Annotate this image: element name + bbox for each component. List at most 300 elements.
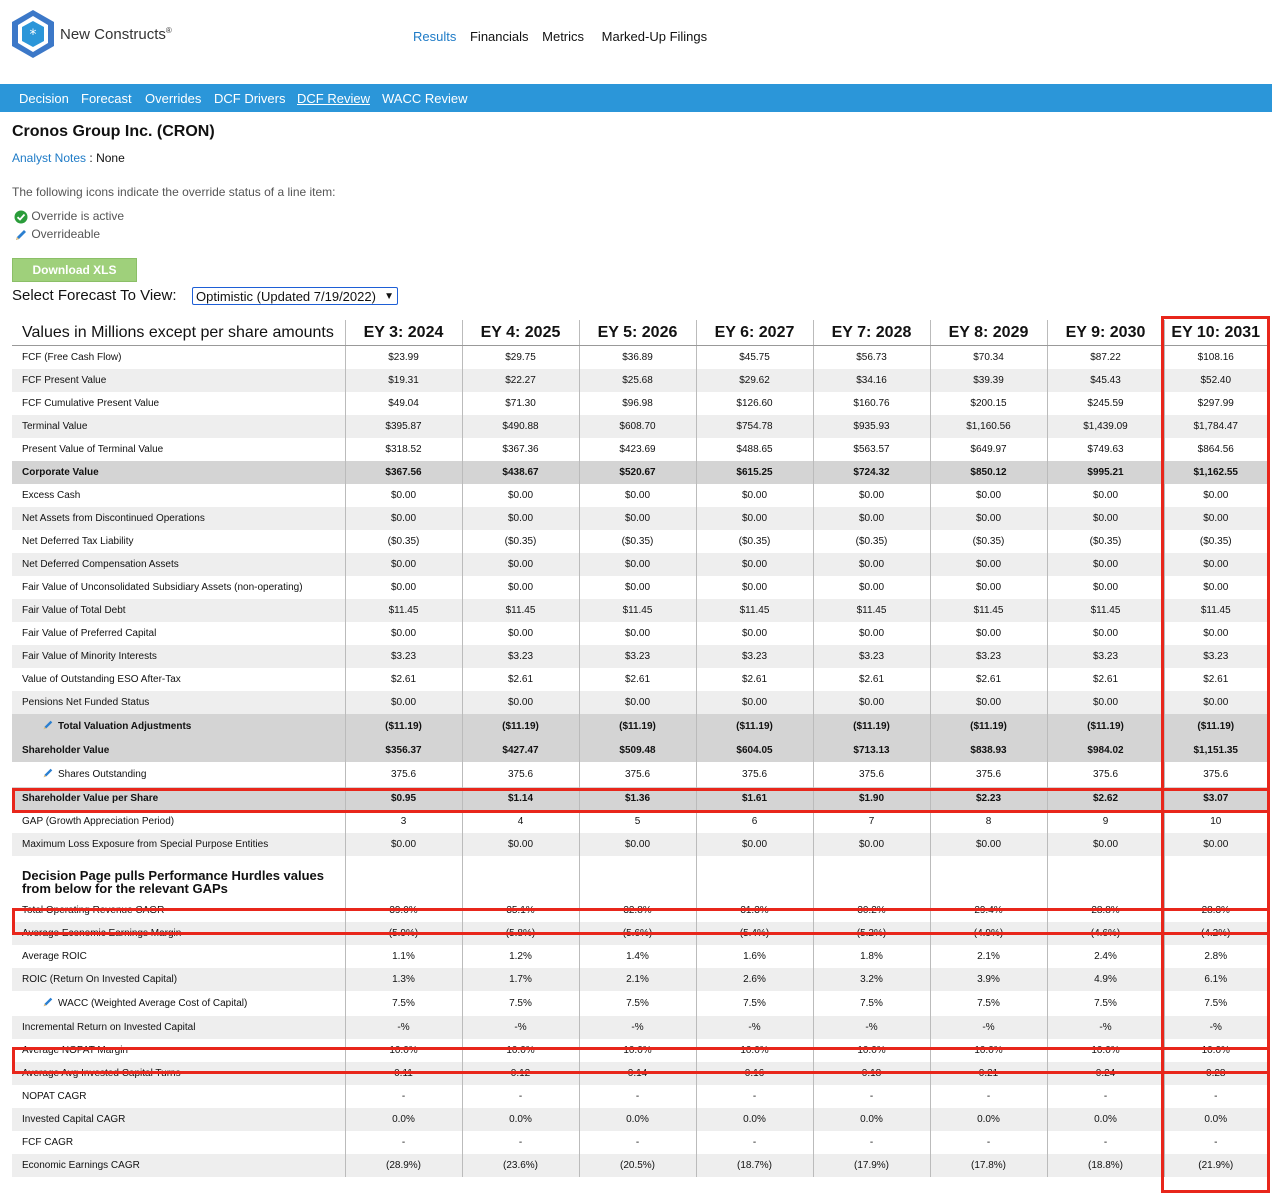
row-label — [12, 1062, 345, 1085]
table-cell: $0.00 — [1047, 622, 1164, 645]
row-label — [12, 645, 345, 668]
table-cell: $0.00 — [345, 691, 462, 714]
row-label-text: Net Deferred Compensation Assets — [22, 559, 179, 570]
top-nav — [413, 29, 717, 44]
table-cell: ($0.35) — [696, 530, 813, 553]
table-cell: 0.12 — [462, 1062, 579, 1085]
pencil-icon — [14, 228, 28, 242]
table-cell: 2.4% — [1047, 945, 1164, 968]
table-cell: $0.00 — [579, 833, 696, 856]
table-cell: ($11.19) — [813, 714, 930, 739]
legend-overrideable — [14, 227, 100, 242]
table-cell: $39.39 — [930, 369, 1047, 392]
row-label-text: Average NOPAT Margin — [22, 1045, 128, 1056]
section-heading: Decision Page pulls Performance Hurdles values from below for the relevant GAPs — [22, 868, 325, 896]
table-cell: $0.00 — [462, 833, 579, 856]
table-cell: ($0.35) — [345, 530, 462, 553]
table-cell: 1.3% — [345, 968, 462, 991]
table-cell: -% — [462, 1016, 579, 1039]
table-cell: $0.00 — [1047, 691, 1164, 714]
table-cell: $0.00 — [1164, 553, 1267, 576]
table-cell: (28.9%) — [345, 1154, 462, 1177]
download-xls-button[interactable]: Download XLS — [12, 258, 137, 282]
table-row — [12, 691, 1267, 714]
table-cell: -% — [579, 1016, 696, 1039]
row-label — [12, 714, 345, 739]
table-cell: 2.1% — [930, 945, 1047, 968]
table-cell: 2.8% — [1164, 945, 1267, 968]
row-label-text: Total Operating Revenue CAGR — [22, 905, 165, 916]
table-cell: $838.93 — [930, 739, 1047, 762]
table-cell: (5.8%) — [462, 922, 579, 945]
table-cell: $0.00 — [813, 507, 930, 530]
analyst-notes — [12, 151, 125, 165]
table-cell: 375.6 — [1164, 762, 1267, 787]
table-cell: $0.00 — [930, 507, 1047, 530]
column-header: EY 6: 2027 — [696, 320, 813, 346]
table-cell: $2.61 — [462, 668, 579, 691]
table-cell: 0.0% — [696, 1108, 813, 1131]
table-row — [12, 833, 1267, 856]
row-label — [12, 1154, 345, 1177]
table-row — [12, 484, 1267, 507]
table-cell: 0.0% — [1047, 1108, 1164, 1131]
row-label-text: Average Economic Earnings Margin — [22, 928, 182, 939]
row-label — [12, 392, 345, 415]
row-label — [12, 1039, 345, 1062]
table-cell: $108.16 — [1164, 346, 1267, 370]
row-label-text: Excess Cash — [22, 490, 81, 501]
row-label-text: Maximum Loss Exposure from Special Purpose Entities — [22, 839, 269, 850]
table-row — [12, 1154, 1267, 1177]
table-cell: ($0.35) — [462, 530, 579, 553]
table-cell: - — [462, 1085, 579, 1108]
table-cell: 7.5% — [462, 991, 579, 1016]
table-cell: ($11.19) — [579, 714, 696, 739]
table-cell: ($0.35) — [579, 530, 696, 553]
table-cell: (5.6%) — [579, 922, 696, 945]
table-row — [12, 1085, 1267, 1108]
row-label — [12, 622, 345, 645]
table-cell: $2.61 — [345, 668, 462, 691]
table-cell: 9 — [1047, 810, 1164, 833]
table-row — [12, 415, 1267, 438]
column-header: EY 7: 2028 — [813, 320, 930, 346]
table-cell: 10.0% — [462, 1039, 579, 1062]
table-row — [12, 1131, 1267, 1154]
row-label — [12, 507, 345, 530]
table-cell: $11.45 — [1164, 599, 1267, 622]
table-row — [12, 739, 1267, 762]
subnav-wacc-review[interactable]: WACC Review — [382, 91, 468, 106]
table-cell: $0.00 — [930, 576, 1047, 599]
table-row — [12, 668, 1267, 691]
table-cell: $45.75 — [696, 346, 813, 370]
table-cell: ($11.19) — [345, 714, 462, 739]
row-label-text: FCF Cumulative Present Value — [22, 398, 160, 409]
table-row — [12, 438, 1267, 461]
subnav-decision[interactable]: Decision — [19, 91, 69, 106]
table-cell: 375.6 — [462, 762, 579, 787]
table-cell: $0.00 — [579, 576, 696, 599]
row-label — [12, 1016, 345, 1039]
table-cell: 375.6 — [813, 762, 930, 787]
row-label-text: Fair Value of Total Debt — [22, 605, 126, 616]
table-row — [12, 507, 1267, 530]
nav-metrics[interactable]: Metrics — [542, 29, 585, 44]
table-cell: $1,160.56 — [930, 415, 1047, 438]
table-cell: $423.69 — [579, 438, 696, 461]
table-row — [12, 714, 1267, 739]
table-cell: $2.62 — [1047, 787, 1164, 810]
table-cell: 7.5% — [345, 991, 462, 1016]
table-header-row — [12, 320, 1267, 346]
table-cell: $0.00 — [813, 553, 930, 576]
table-cell: - — [462, 1131, 579, 1154]
column-header: EY 5: 2026 — [579, 320, 696, 346]
table-cell: $45.43 — [1047, 369, 1164, 392]
row-label — [12, 739, 345, 762]
table-row — [12, 369, 1267, 392]
table-cell: 3.2% — [813, 968, 930, 991]
subnav-dcf-review[interactable]: DCF Review — [297, 91, 370, 106]
nav-marked-up-filings[interactable]: Marked-Up Filings — [601, 29, 708, 44]
table-cell: $29.75 — [462, 346, 579, 370]
table-cell: $0.00 — [462, 507, 579, 530]
row-label — [12, 530, 345, 553]
table-cell: 1.1% — [345, 945, 462, 968]
table-cell: $1.61 — [696, 787, 813, 810]
table-cell: $126.60 — [696, 392, 813, 415]
table-cell: $87.22 — [1047, 346, 1164, 370]
table-cell: $70.34 — [930, 346, 1047, 370]
table-cell: 10.0% — [345, 1039, 462, 1062]
table-cell: $0.00 — [462, 576, 579, 599]
table-cell: (4.9%) — [930, 922, 1047, 945]
forecast-select-label: Select Forecast To View: — [12, 287, 177, 304]
table-cell: 2.6% — [696, 968, 813, 991]
company-title: Cronos Group Inc. (CRON) — [12, 123, 215, 140]
row-label-text[interactable]: Total Valuation Adjustments — [58, 721, 192, 733]
table-cell: $0.00 — [813, 576, 930, 599]
row-label-text: Economic Earnings CAGR — [22, 1160, 140, 1171]
pencil-icon[interactable] — [42, 996, 54, 1011]
table-cell: (18.8%) — [1047, 1154, 1164, 1177]
table-cell: 375.6 — [930, 762, 1047, 787]
row-label-text: ROIC (Return On Invested Capital) — [22, 974, 178, 985]
table-cell: 1.6% — [696, 945, 813, 968]
table-cell: 10.0% — [1047, 1039, 1164, 1062]
table-cell: $11.45 — [1047, 599, 1164, 622]
table-cell: 10 — [1164, 810, 1267, 833]
table-cell: 10.0% — [579, 1039, 696, 1062]
table-cell: 4 — [462, 810, 579, 833]
table-cell: (4.6%) — [1047, 922, 1164, 945]
row-label — [12, 691, 345, 714]
table-cell: $49.04 — [345, 392, 462, 415]
table-cell: 30.2% — [813, 899, 930, 922]
table-row — [12, 899, 1267, 922]
table-cell: - — [579, 1131, 696, 1154]
table-cell: $245.59 — [1047, 392, 1164, 415]
table-cell: 7 — [813, 810, 930, 833]
row-label — [12, 991, 345, 1016]
table-cell: $488.65 — [696, 438, 813, 461]
table-cell: $0.00 — [696, 507, 813, 530]
row-label — [12, 576, 345, 599]
table-cell: - — [930, 1085, 1047, 1108]
table-cell: 1.8% — [813, 945, 930, 968]
table-cell: $25.68 — [579, 369, 696, 392]
table-cell: $36.89 — [579, 346, 696, 370]
table-cell: 29.4% — [930, 899, 1047, 922]
table-header-label: Values in Millions except per share amounts — [12, 320, 345, 346]
chevron-down-icon: ▼ — [384, 291, 394, 302]
table-cell: 7.5% — [1164, 991, 1267, 1016]
table-cell: -% — [345, 1016, 462, 1039]
column-header: EY 8: 2029 — [930, 320, 1047, 346]
table-cell: $509.48 — [579, 739, 696, 762]
table-cell: $864.56 — [1164, 438, 1267, 461]
table-row — [12, 1016, 1267, 1039]
table-cell: $713.13 — [813, 739, 930, 762]
table-cell: 0.18 — [813, 1062, 930, 1085]
table-cell: $0.00 — [813, 833, 930, 856]
table-cell: ($11.19) — [1164, 714, 1267, 739]
table-cell: 7.5% — [930, 991, 1047, 1016]
table-cell-empty — [462, 856, 579, 899]
analyst-notes-link[interactable]: Analyst Notes — [12, 151, 87, 165]
table-cell: $11.45 — [462, 599, 579, 622]
table-cell: (4.2%) — [1164, 922, 1267, 945]
table-cell: - — [1047, 1131, 1164, 1154]
table-cell: (5.9%) — [345, 922, 462, 945]
nav-financials[interactable]: Financials — [469, 29, 529, 44]
row-label-text: Net Deferred Tax Liability — [22, 536, 134, 547]
table-cell: $615.25 — [696, 461, 813, 484]
table-cell: $0.00 — [579, 507, 696, 530]
table-cell: 1.7% — [462, 968, 579, 991]
table-cell: $1.90 — [813, 787, 930, 810]
table-cell-empty — [345, 856, 462, 899]
row-label-text[interactable]: Shares Outstanding — [58, 769, 147, 781]
table-cell: $367.56 — [345, 461, 462, 484]
table-cell: $935.93 — [813, 415, 930, 438]
table-cell: $0.00 — [579, 553, 696, 576]
table-cell: $1,151.35 — [1164, 739, 1267, 762]
table-cell: 0.0% — [579, 1108, 696, 1131]
table-cell: - — [813, 1131, 930, 1154]
table-cell: $0.00 — [696, 691, 813, 714]
nav-results[interactable]: Results — [413, 29, 457, 44]
table-cell: $0.00 — [1164, 576, 1267, 599]
table-cell: ($11.19) — [930, 714, 1047, 739]
table-cell: $0.00 — [696, 576, 813, 599]
table-cell: - — [930, 1131, 1047, 1154]
subnav-forecast[interactable]: Forecast — [81, 91, 132, 106]
table-cell: $0.00 — [696, 553, 813, 576]
table-cell: $3.07 — [1164, 787, 1267, 810]
table-cell: 5 — [579, 810, 696, 833]
table-cell: $34.16 — [813, 369, 930, 392]
forecast-select[interactable] — [192, 287, 398, 305]
table-cell: $0.00 — [1047, 484, 1164, 507]
table-cell: $3.23 — [696, 645, 813, 668]
row-label-text: Invested Capital CAGR — [22, 1114, 126, 1125]
table-cell: $0.00 — [813, 691, 930, 714]
table-cell: $318.52 — [345, 438, 462, 461]
table-row — [12, 945, 1267, 968]
table-cell: 7.5% — [1047, 991, 1164, 1016]
row-label — [12, 484, 345, 507]
table-cell: $11.45 — [930, 599, 1047, 622]
table-cell: $490.88 — [462, 415, 579, 438]
table-row — [12, 810, 1267, 833]
brand-logo-icon[interactable] — [10, 8, 56, 60]
row-label-text: Fair Value of Preferred Capital — [22, 628, 157, 639]
pencil-icon[interactable] — [42, 719, 54, 734]
table-cell: $3.23 — [813, 645, 930, 668]
table-cell: $0.00 — [696, 833, 813, 856]
table-cell: $0.00 — [1164, 622, 1267, 645]
table-cell: 28.8% — [1047, 899, 1164, 922]
row-label — [12, 899, 345, 922]
table-cell: - — [1047, 1085, 1164, 1108]
table-cell: 0.0% — [1164, 1108, 1267, 1131]
analyst-notes-value: None — [96, 151, 125, 165]
pencil-icon[interactable] — [42, 767, 54, 782]
row-label — [12, 599, 345, 622]
table-cell: $3.23 — [462, 645, 579, 668]
row-label-text: Corporate Value — [22, 467, 99, 478]
table-cell: $11.45 — [696, 599, 813, 622]
table-cell: $0.00 — [462, 622, 579, 645]
brand-name[interactable]: New Constructs® — [60, 26, 172, 43]
table-cell: $0.00 — [462, 484, 579, 507]
table-row — [12, 922, 1267, 945]
table-cell: $0.00 — [813, 484, 930, 507]
table-cell: $52.40 — [1164, 369, 1267, 392]
table-cell: $0.00 — [345, 553, 462, 576]
table-cell: $754.78 — [696, 415, 813, 438]
row-label-text: Value of Outstanding ESO After-Tax — [22, 674, 181, 685]
legend-override-active-label: Override is active — [31, 209, 125, 223]
table-cell: - — [579, 1085, 696, 1108]
table-cell: 0.16 — [696, 1062, 813, 1085]
table-cell: (18.7%) — [696, 1154, 813, 1177]
table-cell: -% — [813, 1016, 930, 1039]
column-header: EY 3: 2024 — [345, 320, 462, 346]
table-cell: 10.0% — [1164, 1039, 1267, 1062]
table-cell: $427.47 — [462, 739, 579, 762]
table-cell: $160.76 — [813, 392, 930, 415]
table-cell: $1,162.55 — [1164, 461, 1267, 484]
row-label-text: Fair Value of Unconsolidated Subsidiary Assets (non-operating) — [22, 582, 303, 593]
table-row — [12, 856, 1267, 899]
row-label — [12, 438, 345, 461]
table-cell: 0.24 — [1047, 1062, 1164, 1085]
row-label-text: GAP (Growth Appreciation Period) — [22, 816, 175, 827]
row-label-text: Pensions Net Funded Status — [22, 697, 150, 708]
table-cell: $0.00 — [930, 833, 1047, 856]
table-cell: $0.00 — [579, 691, 696, 714]
table-row — [12, 1062, 1267, 1085]
icon-legend-intro: The following icons indicate the override status of a line item: — [12, 185, 336, 199]
table-row — [12, 1039, 1267, 1062]
table-cell: 3 — [345, 810, 462, 833]
table-cell: 1.4% — [579, 945, 696, 968]
column-header: EY 10: 2031 — [1164, 320, 1267, 346]
table-cell: 375.6 — [696, 762, 813, 787]
table-cell: $0.00 — [1164, 833, 1267, 856]
table-cell: 8 — [930, 810, 1047, 833]
table-cell: 39.0% — [345, 899, 462, 922]
row-label-text: Incremental Return on Invested Capital — [22, 1022, 196, 1033]
table-row — [12, 553, 1267, 576]
row-label-text: Average ROIC — [22, 951, 87, 962]
table-cell: $1.14 — [462, 787, 579, 810]
row-label — [12, 945, 345, 968]
legend-overrideable-label: Overrideable — [31, 227, 101, 241]
row-label-text[interactable]: WACC (Weighted Average Cost of Capital) — [58, 998, 248, 1010]
table-cell: (20.5%) — [579, 1154, 696, 1177]
table-cell: $0.00 — [1047, 833, 1164, 856]
table-cell: $2.61 — [1164, 668, 1267, 691]
table-cell: ($11.19) — [696, 714, 813, 739]
table-cell: 2.1% — [579, 968, 696, 991]
table-cell: 31.3% — [696, 899, 813, 922]
table-cell: $2.61 — [1047, 668, 1164, 691]
table-cell: $984.02 — [1047, 739, 1164, 762]
check-circle-icon — [14, 210, 28, 224]
table-cell: $3.23 — [345, 645, 462, 668]
table-cell: ($0.35) — [1047, 530, 1164, 553]
row-label — [12, 369, 345, 392]
table-row — [12, 461, 1267, 484]
table-cell: ($0.35) — [1164, 530, 1267, 553]
table-cell: -% — [930, 1016, 1047, 1039]
legend-override-active — [14, 209, 124, 224]
table-cell: ($0.35) — [930, 530, 1047, 553]
subnav-dcf-drivers[interactable]: DCF Drivers — [214, 91, 286, 106]
dcf-review-table — [12, 320, 1267, 1177]
table-cell: $367.36 — [462, 438, 579, 461]
table-cell: 375.6 — [345, 762, 462, 787]
table-cell: $604.05 — [696, 739, 813, 762]
table-row — [12, 530, 1267, 553]
table-cell: ($11.19) — [1047, 714, 1164, 739]
table-cell: (21.9%) — [1164, 1154, 1267, 1177]
table-row — [12, 1108, 1267, 1131]
table-cell: - — [813, 1085, 930, 1108]
row-label — [12, 1131, 345, 1154]
table-cell: $0.00 — [345, 576, 462, 599]
table-cell: $2.61 — [813, 668, 930, 691]
table-row — [12, 599, 1267, 622]
table-cell: $850.12 — [930, 461, 1047, 484]
table-cell: $0.00 — [1047, 576, 1164, 599]
table-cell: $0.00 — [930, 553, 1047, 576]
row-label — [12, 810, 345, 833]
row-label — [12, 833, 345, 856]
table-cell: 0.11 — [345, 1062, 462, 1085]
table-row — [12, 991, 1267, 1016]
subnav-overrides[interactable]: Overrides — [145, 91, 202, 106]
table-cell: $0.00 — [345, 484, 462, 507]
row-label-text: Shareholder Value — [22, 745, 110, 756]
row-label — [12, 968, 345, 991]
table-cell: $0.00 — [930, 691, 1047, 714]
